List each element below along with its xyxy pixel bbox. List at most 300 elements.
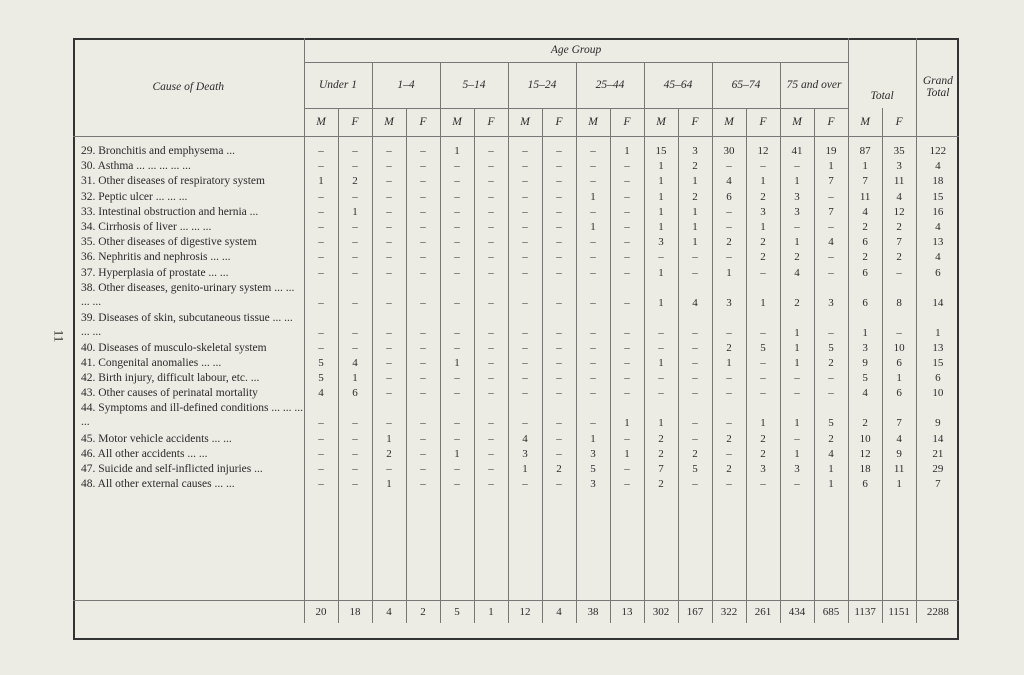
mortality-table bbox=[73, 38, 959, 623]
table-cell: 1 bbox=[746, 281, 780, 311]
table-cell: – bbox=[508, 386, 542, 401]
table-cell: 2 bbox=[746, 447, 780, 462]
table-cell: – bbox=[372, 190, 406, 205]
age-group-7: 75 and over bbox=[780, 62, 848, 108]
table-cell: 15 bbox=[644, 144, 678, 159]
table-cell: – bbox=[304, 431, 338, 446]
table-cell: – bbox=[780, 477, 814, 492]
table-row bbox=[73, 462, 959, 477]
table-cell: – bbox=[542, 401, 576, 431]
table-cell: 6 bbox=[338, 386, 372, 401]
table-cell: – bbox=[576, 386, 610, 401]
table-cell: 1 bbox=[508, 462, 542, 477]
table-cell: – bbox=[338, 266, 372, 281]
table-cell: 1 bbox=[610, 144, 644, 159]
table-cell: – bbox=[576, 356, 610, 371]
table-cell: – bbox=[440, 401, 474, 431]
table-cell: – bbox=[304, 205, 338, 220]
table-cell: – bbox=[576, 205, 610, 220]
table-cell: 4 bbox=[814, 235, 848, 250]
table-cell: 4 bbox=[848, 205, 882, 220]
table-cell: – bbox=[610, 205, 644, 220]
table-cell: – bbox=[678, 341, 712, 356]
table-cell: – bbox=[474, 311, 508, 341]
table-cell: 18 bbox=[916, 174, 959, 189]
table-cell: – bbox=[406, 386, 440, 401]
table-cell: 8 bbox=[882, 281, 916, 311]
table-cell: – bbox=[610, 250, 644, 265]
table-cell: – bbox=[474, 266, 508, 281]
age-group-6: 65–74 bbox=[712, 62, 780, 108]
table-cell: – bbox=[304, 462, 338, 477]
table-row bbox=[73, 159, 959, 174]
table-cell: 2 bbox=[780, 281, 814, 311]
table-cell: 1 bbox=[440, 447, 474, 462]
total-cell: 18 bbox=[338, 600, 372, 623]
table-cell: 2 bbox=[882, 220, 916, 235]
table-cell: – bbox=[542, 144, 576, 159]
table-cell: 2 bbox=[882, 250, 916, 265]
table-cell: 1 bbox=[746, 174, 780, 189]
table-cell: – bbox=[542, 341, 576, 356]
table-cell: – bbox=[338, 341, 372, 356]
table-cell: – bbox=[338, 190, 372, 205]
table-cell: 2 bbox=[644, 431, 678, 446]
table-row bbox=[73, 371, 959, 386]
cause-label: 41. Congenital anomalies ... ... bbox=[81, 356, 222, 369]
table-cell: 1 bbox=[712, 356, 746, 371]
table-cell: – bbox=[304, 266, 338, 281]
table-cell: 6 bbox=[848, 477, 882, 492]
table-cell: – bbox=[372, 205, 406, 220]
table-cell: – bbox=[372, 311, 406, 341]
sex-header-f: F bbox=[474, 108, 508, 136]
sex-header-f: F bbox=[882, 108, 916, 136]
table-cell: – bbox=[406, 174, 440, 189]
total-cell: 2 bbox=[406, 600, 440, 623]
table-cell: 2 bbox=[814, 431, 848, 446]
table-cell: 1 bbox=[372, 477, 406, 492]
table-cell: 1 bbox=[440, 144, 474, 159]
sex-header-m: M bbox=[780, 108, 814, 136]
table-cell: 122 bbox=[916, 144, 959, 159]
table-cell: 10 bbox=[848, 431, 882, 446]
table-cell: – bbox=[610, 174, 644, 189]
table-cell: 1 bbox=[610, 447, 644, 462]
table-cell: 5 bbox=[576, 462, 610, 477]
table-cell: – bbox=[542, 190, 576, 205]
table-row bbox=[73, 477, 959, 492]
table-cell: – bbox=[406, 250, 440, 265]
sex-header-m: M bbox=[304, 108, 338, 136]
table-cell: 9 bbox=[848, 356, 882, 371]
table-cell: – bbox=[542, 235, 576, 250]
table-cell: 4 bbox=[882, 190, 916, 205]
total-cell: 20 bbox=[304, 600, 338, 623]
table-cell: – bbox=[746, 371, 780, 386]
cause-label: 43. Other causes of perinatal mortality bbox=[81, 387, 258, 400]
table-cell: – bbox=[338, 431, 372, 446]
table-cell: – bbox=[406, 401, 440, 431]
table-cell: – bbox=[610, 371, 644, 386]
table-cell: – bbox=[372, 462, 406, 477]
table-cell: – bbox=[610, 431, 644, 446]
table-cell: – bbox=[372, 266, 406, 281]
table-cell: – bbox=[576, 281, 610, 311]
table-cell: – bbox=[440, 386, 474, 401]
table-cell: 5 bbox=[678, 462, 712, 477]
cause-label: 37. Hyperplasia of prostate ... ... bbox=[81, 266, 229, 279]
cause-label: 38. Other diseases, genito-urinary system ... ... ... ... bbox=[81, 281, 295, 308]
table-cell: – bbox=[644, 386, 678, 401]
table-cell: 2 bbox=[746, 431, 780, 446]
table-cell: 21 bbox=[916, 447, 959, 462]
sex-header-m: M bbox=[712, 108, 746, 136]
table-cell: – bbox=[610, 386, 644, 401]
table-cell: 2 bbox=[644, 447, 678, 462]
table-cell: 2 bbox=[712, 235, 746, 250]
table-cell: – bbox=[542, 311, 576, 341]
table-cell: 3 bbox=[746, 462, 780, 477]
table-cell: 13 bbox=[916, 341, 959, 356]
table-cell: 15 bbox=[916, 190, 959, 205]
table-cell: 7 bbox=[814, 174, 848, 189]
table-cell: – bbox=[474, 250, 508, 265]
total-cell: 1 bbox=[474, 600, 508, 623]
table-cell: – bbox=[712, 205, 746, 220]
table-cell: 1 bbox=[338, 205, 372, 220]
table-cell: – bbox=[406, 235, 440, 250]
table-cell: – bbox=[440, 174, 474, 189]
table-cell: 1 bbox=[678, 220, 712, 235]
total-cell: 38 bbox=[576, 600, 610, 623]
table-cell: 7 bbox=[882, 235, 916, 250]
table-cell: 1 bbox=[372, 431, 406, 446]
table-cell: – bbox=[508, 205, 542, 220]
table-cell: 1 bbox=[780, 174, 814, 189]
table-cell: – bbox=[338, 281, 372, 311]
table-cell: 4 bbox=[304, 386, 338, 401]
table-cell: – bbox=[542, 477, 576, 492]
table-cell: 1 bbox=[848, 159, 882, 174]
table-cell: – bbox=[304, 250, 338, 265]
table-row bbox=[73, 431, 959, 446]
sex-header-f: F bbox=[746, 108, 780, 136]
table-cell: 1 bbox=[644, 174, 678, 189]
table-cell: 2 bbox=[712, 341, 746, 356]
cause-of-death-header: Cause of Death bbox=[152, 80, 225, 93]
table-cell: – bbox=[678, 311, 712, 341]
table-row bbox=[73, 386, 959, 401]
sex-header-f: F bbox=[542, 108, 576, 136]
table-cell: – bbox=[440, 235, 474, 250]
table-row bbox=[73, 447, 959, 462]
sex-header-m: M bbox=[508, 108, 542, 136]
cause-label: 44. Symptoms and ill-defined conditions ... ... ... ... bbox=[81, 402, 303, 429]
table-cell: 12 bbox=[882, 205, 916, 220]
table-cell: – bbox=[610, 477, 644, 492]
table-cell: 4 bbox=[916, 250, 959, 265]
table-cell: 1 bbox=[780, 356, 814, 371]
table-cell: – bbox=[576, 371, 610, 386]
table-cell: – bbox=[474, 431, 508, 446]
table-cell: 1 bbox=[644, 266, 678, 281]
sex-header-f: F bbox=[610, 108, 644, 136]
table-cell: – bbox=[304, 144, 338, 159]
totals-row bbox=[73, 600, 959, 623]
table-cell: – bbox=[304, 447, 338, 462]
table-cell: 7 bbox=[814, 205, 848, 220]
table-cell: 4 bbox=[814, 447, 848, 462]
table-cell: 7 bbox=[882, 401, 916, 431]
table-cell: – bbox=[610, 190, 644, 205]
table-cell: – bbox=[576, 266, 610, 281]
table-cell: – bbox=[746, 311, 780, 341]
table-cell: 2 bbox=[678, 190, 712, 205]
table-cell: 19 bbox=[814, 144, 848, 159]
table-cell: – bbox=[440, 159, 474, 174]
table-row bbox=[73, 266, 959, 281]
table-cell: – bbox=[746, 266, 780, 281]
table-cell: – bbox=[406, 311, 440, 341]
table-cell: – bbox=[610, 235, 644, 250]
table-cell: 1 bbox=[780, 235, 814, 250]
table-cell: – bbox=[712, 250, 746, 265]
table-cell: – bbox=[304, 190, 338, 205]
table-cell: – bbox=[576, 341, 610, 356]
table-cell: – bbox=[304, 401, 338, 431]
sex-header-m: M bbox=[848, 108, 882, 136]
table-cell: – bbox=[440, 431, 474, 446]
table-cell: – bbox=[542, 220, 576, 235]
table-cell: 1 bbox=[440, 356, 474, 371]
table-cell: 2 bbox=[848, 250, 882, 265]
table-cell: – bbox=[474, 447, 508, 462]
table-cell: – bbox=[508, 401, 542, 431]
table-row bbox=[73, 250, 959, 265]
table-cell: – bbox=[678, 401, 712, 431]
table-cell: – bbox=[508, 266, 542, 281]
table-cell: 18 bbox=[848, 462, 882, 477]
cause-label: 34. Cirrhosis of liver ... ... ... bbox=[81, 221, 212, 234]
table-cell: 4 bbox=[848, 386, 882, 401]
table-cell: – bbox=[576, 159, 610, 174]
table-cell: – bbox=[644, 371, 678, 386]
table-cell: 1 bbox=[814, 462, 848, 477]
table-row bbox=[73, 356, 959, 371]
table-cell: 2 bbox=[848, 220, 882, 235]
table-cell: – bbox=[610, 356, 644, 371]
cause-label: 32. Peptic ulcer ... ... ... bbox=[81, 190, 188, 203]
table-cell: 30 bbox=[712, 144, 746, 159]
table-cell: – bbox=[338, 144, 372, 159]
table-cell: – bbox=[712, 447, 746, 462]
total-cell: 5 bbox=[440, 600, 474, 623]
table-cell: – bbox=[882, 311, 916, 341]
total-cell: 322 bbox=[712, 600, 746, 623]
age-group-2: 5–14 bbox=[440, 62, 508, 108]
table-cell: – bbox=[406, 356, 440, 371]
table-cell: – bbox=[440, 190, 474, 205]
table-cell: 3 bbox=[780, 190, 814, 205]
total-cell: 12 bbox=[508, 600, 542, 623]
table-cell: – bbox=[678, 386, 712, 401]
table-cell: 1 bbox=[644, 401, 678, 431]
table-cell: 1 bbox=[712, 266, 746, 281]
table-cell: 3 bbox=[644, 235, 678, 250]
age-group-3: 15–24 bbox=[508, 62, 576, 108]
age-group-5: 45–64 bbox=[644, 62, 712, 108]
table-cell: – bbox=[508, 341, 542, 356]
table-cell: – bbox=[474, 220, 508, 235]
table-cell: 3 bbox=[576, 477, 610, 492]
total-cell: 685 bbox=[814, 600, 848, 623]
table-cell: 2 bbox=[746, 250, 780, 265]
table-cell: – bbox=[406, 159, 440, 174]
table-cell: 2 bbox=[542, 462, 576, 477]
table-cell: 2 bbox=[712, 462, 746, 477]
table-cell: – bbox=[542, 266, 576, 281]
table-cell: 6 bbox=[712, 190, 746, 205]
table-row bbox=[73, 220, 959, 235]
table-cell: – bbox=[474, 190, 508, 205]
table-cell: – bbox=[644, 341, 678, 356]
table-cell: 6 bbox=[848, 235, 882, 250]
total-cell: 4 bbox=[542, 600, 576, 623]
table-cell: 12 bbox=[848, 447, 882, 462]
table-cell: – bbox=[678, 431, 712, 446]
table-cell: 1 bbox=[678, 235, 712, 250]
table-cell: – bbox=[610, 311, 644, 341]
table-cell: – bbox=[508, 477, 542, 492]
table-cell: – bbox=[882, 266, 916, 281]
table-cell: – bbox=[644, 250, 678, 265]
table-cell: – bbox=[338, 311, 372, 341]
table-cell: – bbox=[304, 281, 338, 311]
table-cell: 4 bbox=[712, 174, 746, 189]
sex-header-f: F bbox=[678, 108, 712, 136]
table-cell: – bbox=[746, 477, 780, 492]
table-cell: – bbox=[474, 144, 508, 159]
table-row bbox=[73, 144, 959, 159]
table-cell: 5 bbox=[848, 371, 882, 386]
table-cell: – bbox=[474, 371, 508, 386]
table-cell: 11 bbox=[882, 174, 916, 189]
table-cell: – bbox=[406, 281, 440, 311]
total-cell: 167 bbox=[678, 600, 712, 623]
table-cell: 5 bbox=[814, 401, 848, 431]
table-cell: – bbox=[406, 462, 440, 477]
table-cell: – bbox=[406, 205, 440, 220]
table-cell: – bbox=[372, 281, 406, 311]
table-cell: 3 bbox=[746, 205, 780, 220]
table-cell: – bbox=[304, 220, 338, 235]
table-cell: – bbox=[372, 386, 406, 401]
table-cell: 2 bbox=[780, 250, 814, 265]
table-cell: 3 bbox=[576, 447, 610, 462]
table-cell: 2 bbox=[644, 477, 678, 492]
cause-label: 29. Bronchitis and emphysema ... bbox=[81, 145, 235, 158]
table-cell: – bbox=[576, 401, 610, 431]
cause-label: 36. Nephritis and nephrosis ... ... bbox=[81, 251, 231, 264]
table-cell: 6 bbox=[848, 266, 882, 281]
table-cell: – bbox=[780, 220, 814, 235]
table-cell: – bbox=[406, 431, 440, 446]
table-cell: 1 bbox=[780, 341, 814, 356]
table-cell: – bbox=[508, 144, 542, 159]
table-cell: 1 bbox=[644, 220, 678, 235]
table-cell: – bbox=[712, 386, 746, 401]
table-cell: 5 bbox=[304, 371, 338, 386]
table-cell: – bbox=[610, 462, 644, 477]
table-cell: – bbox=[338, 477, 372, 492]
table-cell: – bbox=[508, 159, 542, 174]
table-cell: 87 bbox=[848, 144, 882, 159]
totals-label bbox=[73, 600, 304, 623]
table-cell: – bbox=[712, 220, 746, 235]
table-cell: 5 bbox=[746, 341, 780, 356]
grand-total-header: Grand Total bbox=[916, 38, 959, 136]
table-cell: – bbox=[542, 431, 576, 446]
table-cell: 3 bbox=[508, 447, 542, 462]
table-cell: 11 bbox=[848, 190, 882, 205]
table-cell: 9 bbox=[882, 447, 916, 462]
page-number: 11 bbox=[51, 329, 67, 343]
table-cell: – bbox=[440, 266, 474, 281]
table-cell: – bbox=[338, 401, 372, 431]
table-cell: – bbox=[474, 356, 508, 371]
table-cell: – bbox=[814, 220, 848, 235]
total-cell: 261 bbox=[746, 600, 780, 623]
table-cell: 1 bbox=[644, 205, 678, 220]
table-cell: – bbox=[508, 311, 542, 341]
table-cell: 9 bbox=[916, 401, 959, 431]
table-cell: 13 bbox=[916, 235, 959, 250]
cause-label: 31. Other diseases of respiratory system bbox=[81, 175, 265, 188]
table-cell: 16 bbox=[916, 205, 959, 220]
table-cell: – bbox=[746, 386, 780, 401]
table-cell: – bbox=[372, 220, 406, 235]
table-cell: 1 bbox=[746, 401, 780, 431]
table-cell: – bbox=[712, 477, 746, 492]
table-cell: – bbox=[304, 477, 338, 492]
cause-label: 30. Asthma ... ... ... ... ... bbox=[81, 160, 191, 173]
table-cell: – bbox=[814, 190, 848, 205]
table-row bbox=[73, 205, 959, 220]
table-cell: 2 bbox=[746, 190, 780, 205]
cause-label: 48. All other external causes ... ... bbox=[81, 478, 235, 491]
table-cell: – bbox=[406, 266, 440, 281]
table-cell: – bbox=[474, 159, 508, 174]
total-cell: 4 bbox=[372, 600, 406, 623]
table-cell: 2 bbox=[746, 235, 780, 250]
table-cell: – bbox=[542, 386, 576, 401]
table-cell: – bbox=[406, 371, 440, 386]
table-row bbox=[73, 341, 959, 356]
table-cell: – bbox=[338, 220, 372, 235]
table-row bbox=[73, 235, 959, 250]
table-cell: – bbox=[474, 205, 508, 220]
table-cell: – bbox=[372, 174, 406, 189]
table-cell: 2 bbox=[848, 401, 882, 431]
table-cell: – bbox=[474, 386, 508, 401]
age-group-header: Age Group bbox=[304, 38, 848, 62]
sex-header-f: F bbox=[406, 108, 440, 136]
table-cell: 11 bbox=[882, 462, 916, 477]
table-cell: – bbox=[406, 190, 440, 205]
table-cell: 3 bbox=[780, 462, 814, 477]
table-cell: – bbox=[712, 401, 746, 431]
